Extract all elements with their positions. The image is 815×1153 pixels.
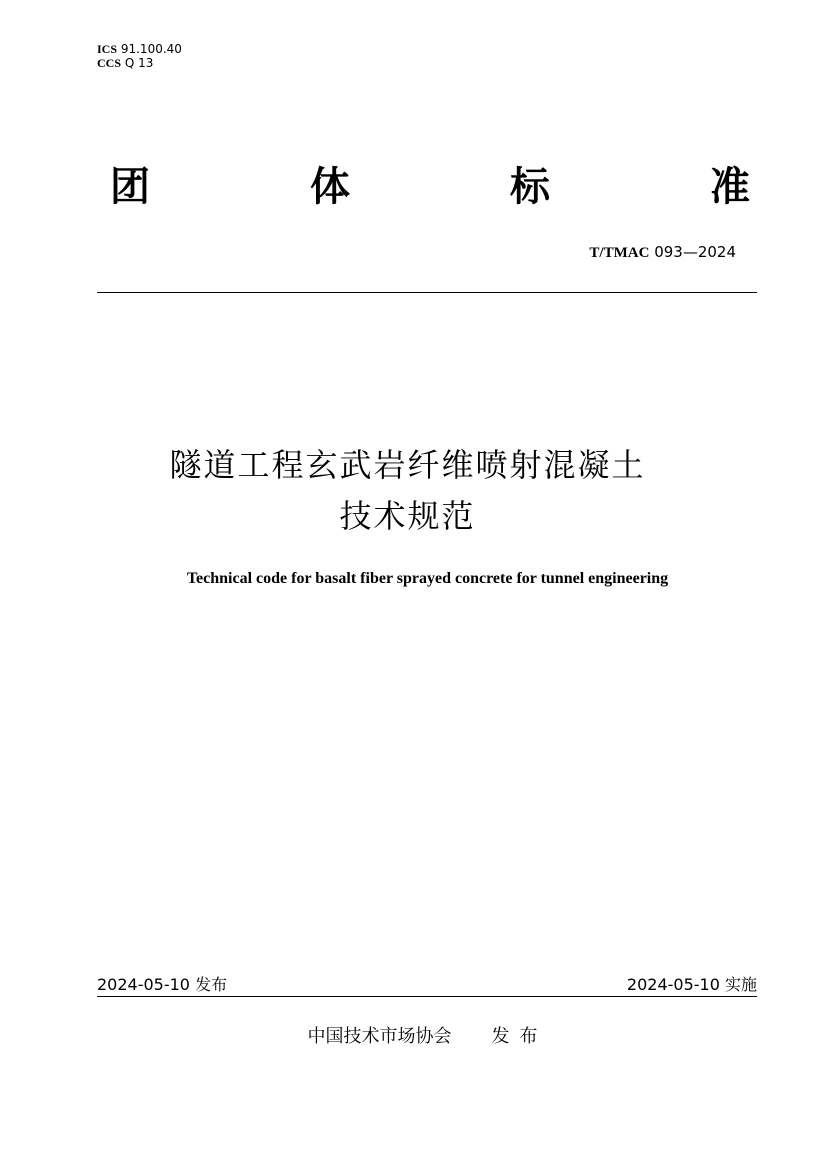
title-cn-line1: 隧道工程玄武岩纤维喷射混凝土: [169, 446, 646, 484]
standard-type-heading: [110, 162, 750, 212]
ics-label: ICS: [97, 42, 118, 56]
bottom-divider: [97, 996, 757, 997]
title-cn-line2: 技术规范: [339, 497, 476, 535]
issuer-action: 发布: [491, 1026, 548, 1047]
implementation-date: 2024-05-10 实施: [626, 975, 757, 994]
ccs-value: Q 13: [124, 56, 154, 70]
top-divider: [97, 292, 757, 293]
standard-type-char: 体: [310, 164, 350, 210]
issue-date: 2024-05-10 发布: [97, 975, 228, 994]
ccs-label: CCS: [97, 56, 122, 70]
classification-codes: [97, 42, 182, 70]
standard-number-value: 093—2024: [654, 243, 736, 261]
ics-value: 91.100.40: [120, 42, 182, 56]
ccs-code: [97, 56, 182, 70]
standard-number: [589, 243, 736, 262]
issuer: [0, 1022, 815, 1048]
title-en: Technical code for basalt fiber sprayed concrete for tunnel engineering: [186, 570, 669, 587]
standard-type-char: 团: [110, 164, 150, 210]
ics-code: [97, 42, 182, 56]
issuer-name: 中国技术市场协会: [307, 1026, 452, 1047]
standard-type-char: 准: [710, 164, 750, 210]
standard-type-char: 标: [510, 164, 550, 210]
standard-number-prefix: T/TMAC: [589, 245, 650, 261]
